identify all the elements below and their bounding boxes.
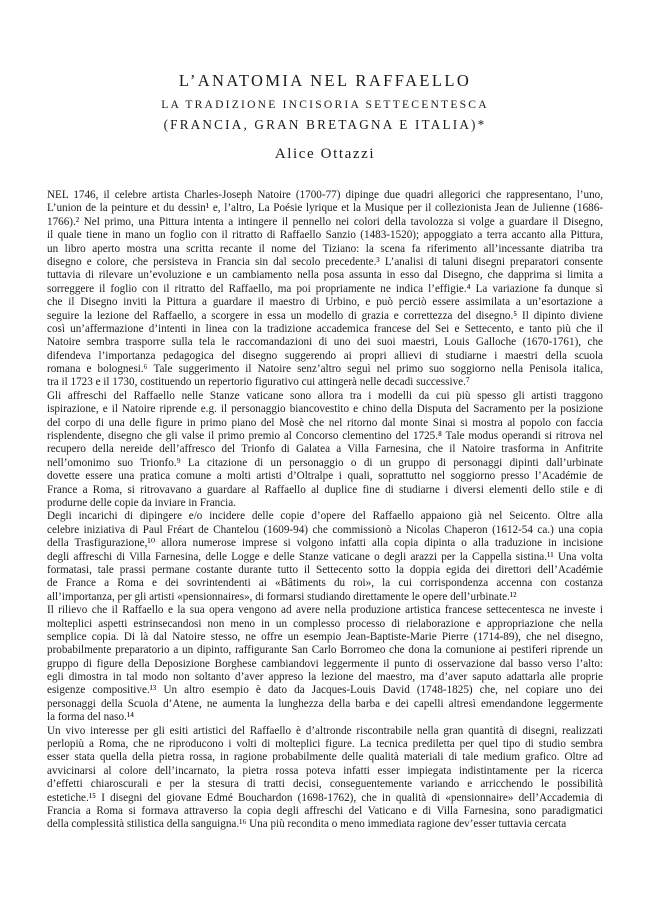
body-line: probabilmente preparatorio a un dipinto, raffigurante San Carlo Borromeo che dona la comunione ai pestiferi riprende un (47, 644, 603, 657)
body-line: molteplici aspetti estrinsecandosi non meno in un complesso processo di rielaborazione e appropriazione che nella (47, 617, 603, 630)
body-line: L’union de la peinture et du dessin¹ e, l’altro, La Poésie lyrique et la Musique per il collezionista Jean de Julienne (1686- (47, 202, 603, 215)
article-body (47, 189, 603, 832)
body-line: che il Disegno inviti la Pittura a guardare il maestro di Urbino, e può perciò essere assimilata a un’esortazione a (47, 296, 603, 309)
body-line: egli dimostra in tal modo non soltanto d’aver appreso la lezione del maestro, ma d’aver saputo adattarla alle proprie (47, 671, 603, 684)
body-line: dovette essere una pratica comune a molti artisti d’Oltralpe i quali, soprattutto nel soggiorno presso l’Académie de (47, 470, 603, 483)
body-line: de France a Roma e dei sovrintendenti ai «Bâtiments du roi», la cui corrispondenza accenna con costanza (47, 577, 603, 590)
body-line: del corpo di una delle figure in primo piano del Mosè che nel ritorno dal monte Sinai si mostra al popolo con faccia (47, 416, 603, 429)
body-line: Degli incarichi di dipingere e/o incidere delle copie d’opere del Raffaello appaiono già nel Seicento. Oltre alla (47, 510, 603, 523)
body-line: un libro aperto mostra una scritta recante il nome del Tiziano: la scena fa riferimento all’incessante diatriba tra (47, 242, 603, 255)
body-line: perlopiù a Roma, che ne riproducono i volti di molteplici figure. La tecnica prediletta per quel tipo di studio sembra (47, 738, 603, 751)
body-line: France a Roma, si ritrovavano a guardare al Raffaello al duplice fine di studiarne i diversi elementi dello stile e di (47, 483, 603, 496)
body-line: 1766).² Nel primo, una Pittura intenta a intingere il pennello nei colori della tavolozza si volge a guardare il Disegno, (47, 215, 603, 228)
body-line: il quale tiene in mano un foglio con il ritratto di Raffaello Sanzio (1483-1520); appoggiato a terra accanto alla Pittura, (47, 229, 603, 242)
article-subtitle-line1: LA TRADIZIONE INCISORIA SETTECENTESCA (161, 98, 489, 111)
body-line: all’importanza, per gli artisti «pensionnaires», di formarsi studiando direttamente le opere dell’urbinate.¹² (47, 590, 517, 603)
body-line: recupero della nereide dell’affresco del Trionfo di Galatea a Villa Farnesina, che il Natoire trasforma in Anfitrite (47, 443, 603, 456)
body-line: ispirazione, e il Natoire riprende e.g. il personaggio biancovestito e chino della Disputa del Sacramento per la posizione (47, 403, 603, 416)
body-line: Natoire sembra trasporre sulla tela le raccomandazioni di uno dei suoi maestri, Louis Galloche (1670-1761), che (47, 336, 603, 349)
body-line: formatasi, tale prassi permane costante durante tutto il Settecento sotto la doppia egida dei direttori dell’Académie (47, 563, 603, 576)
body-line: disegno e colore, che persisteva in Francia sin dal secolo precedente.³ L’analisi di taluni disegni preparatori consente (47, 255, 603, 268)
body-line: esser stata quella della pietra rossa, in ragione probabilmente delle qualità materiali di tale medium grafico. Oltre ad (47, 751, 603, 764)
article-subtitle-line2: (FRANCIA, GRAN BRETAGNA E ITALIA)* (163, 117, 487, 132)
body-line: della complessità stilistica della sanguigna.¹⁶ Una più recondita o meno immediata ragione dev’esser tuttavia cercata (47, 818, 567, 831)
body-line: della Trasfigurazione,¹⁰ allora numerose imprese si volgono infatti alla copia dipinta o alla traduzione in incisione (47, 537, 603, 550)
body-line: così un’affermazione d’intenti in linea con la tradizione accademica francese del Sei e Settecento, e tanto più che il (47, 322, 603, 335)
body-line: gruppo di figure della Deposizione Borghese cambiandovi leggermente il punto di osservazione dal basso verso l’alto: (47, 657, 603, 670)
body-line: Il rilievo che il Raffaello e la sua opera vengono ad avere nella produzione artistica francese settecentesca ne investe i (47, 604, 603, 617)
body-line: Francia a Roma si formava attraverso la copia degli affreschi del Vaticano e di Villa Farnesina, sono paradigmatici (47, 804, 603, 817)
body-line: celebre iniziativa di Paul Fréart de Chantelou (1609-94) che commissionò a Nicolas Chaperon (1612-54 ca.) una copia (47, 523, 603, 536)
body-line: la forma del naso.¹⁴ (47, 711, 135, 724)
body-line: NEL 1746, il celebre artista Charles-Joseph Natoire (1700-77) dipinge due quadri allegorici che rappresentano, l’uno, (47, 189, 603, 201)
body-line: sorreggere il foglio con il ritratto del Raffaello, ma poi propriamente ne indica l’effigie.⁴ La variazione fa dunque sì (47, 282, 603, 295)
body-line: tra il 1723 e il 1730, costituendo un repertorio figurativo cui attingerà nelle decadi successive.⁷ (47, 376, 470, 389)
body-line: risplendente, disegno che gli valse il primo premio al Concorso clementino del 1725.⁸ Tale modus operandi si ritrova nel (47, 430, 603, 443)
body-line: tuttavia di rilevare un’evoluzione e un cambiamento nella posa assunta in esso dal Disegno, che dapprima si limita a (47, 269, 603, 282)
body-line: degli affreschi di Villa Farnesina, delle Logge e delle Stanze vaticane o degli arazzi per la Cappella sistina.¹¹ Una volta (47, 550, 603, 563)
body-line: avvicinarsi al colore dell’incarnato, la pietra rossa poteva infatti esser impiegata indistintamente per la ricerca (47, 764, 603, 777)
body-line: personaggi della Scuola d’Atene, ne aumenta la lunghezza della barba e dei capelli altresì emendandone leggermente (47, 697, 603, 710)
article-title: L’ANATOMIA NEL RAFFAELLO (178, 71, 472, 90)
body-line: produrne delle copie da inviare in Francia. (47, 496, 237, 509)
body-line: esigenze compositive.¹³ Un altro esempio è dato da Jacques-Louis David (1748-1825) che, nel copiare uno dei (47, 684, 603, 697)
body-line: Un vivo interesse per gli esiti artistici del Raffaello è d’altronde riscontrabile nella gran quantità di disegni, realizzati (47, 724, 603, 737)
body-line: nell’omonimo suo Trionfo.⁹ La citazione di un personaggio o di un gruppo di personaggi dipinti dall’urbinate (47, 456, 603, 469)
body-line: seguire la lezione del Raffaello, a scorgere in essa un modello di grazia e correttezza del disegno.⁵ Il dipinto diviene (47, 309, 603, 322)
body-line: semplice copia. Di là dal Natoire stesso, ne offre un esempio Jean-Baptiste-Marie Pierre (1714-89), che nel disegno, (47, 630, 603, 643)
article-author: Alice Ottazzi (274, 146, 376, 162)
body-line: Gli affreschi del Raffaello nelle Stanze vaticane sono allora tra i modelli da cui più spesso gli artisti traggono (47, 389, 603, 402)
body-line: romana e bolognesi.⁶ Tale suggerimento il Natoire senz’altro seguì nel primo suo soggiorno nella Penisola italica, (47, 363, 603, 376)
body-line: difendeva l’importanza pedagogica del disegno suggerendo ai propri allievi di studiarne i maestri della scuola (47, 349, 603, 362)
body-line: d’effetti chiaroscurali e per la stesura di tratti decisi, conseguentemente variando e arricchendo le possibilità (47, 778, 603, 791)
body-line: estetiche.¹⁵ I disegni del giovane Edmé Bouchardon (1698-1762), che in qualità di «pensionnaire» dell’Accademia di (47, 791, 603, 804)
